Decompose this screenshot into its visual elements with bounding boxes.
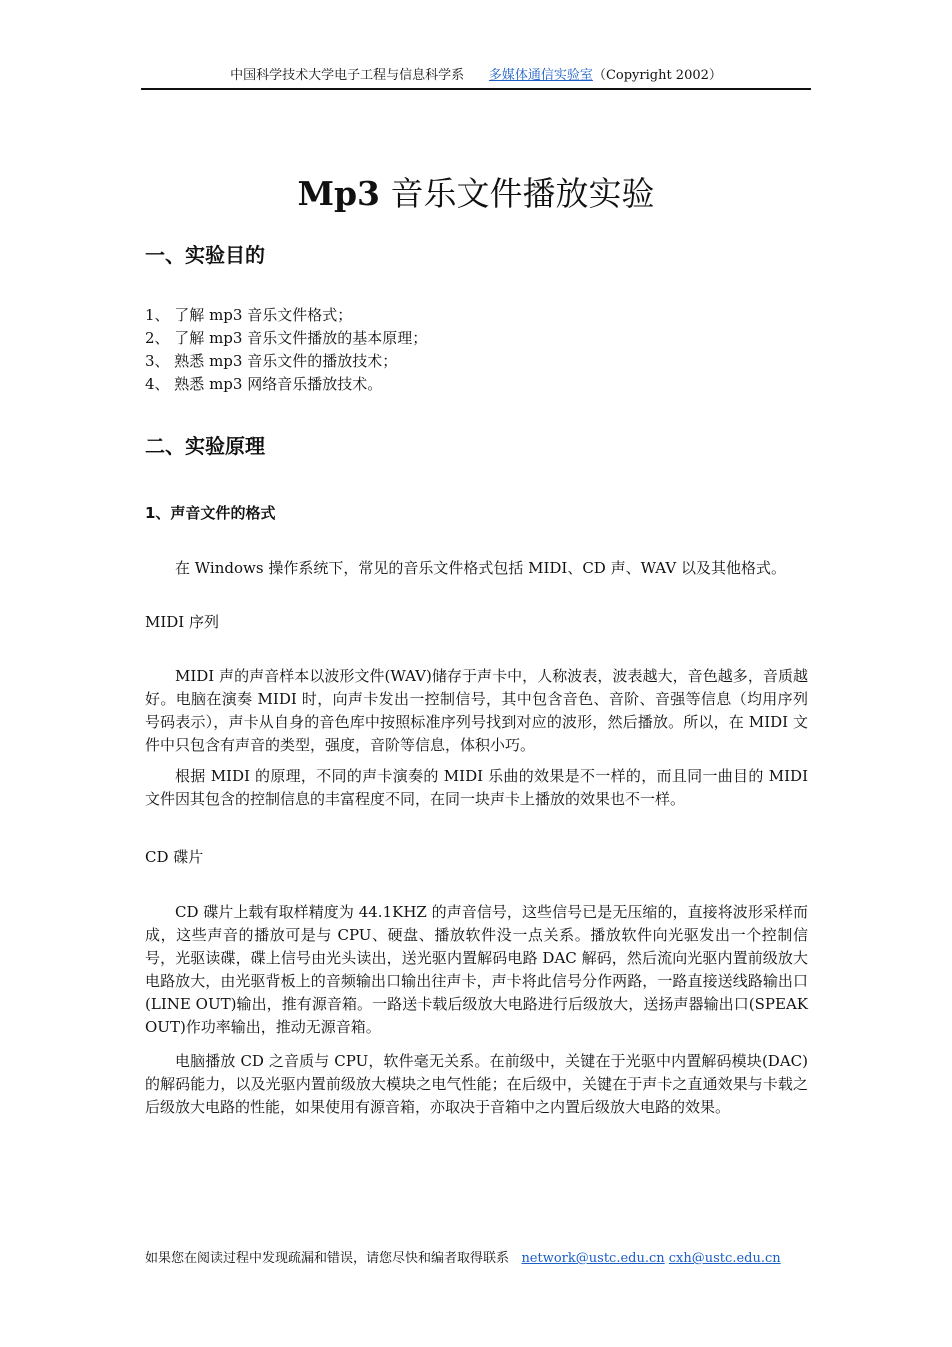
section-heading-purpose: 一、实验目的 [145, 243, 265, 267]
cd-label: CD 碟片 [145, 848, 204, 866]
page-header [141, 66, 811, 86]
purpose-list [145, 304, 805, 396]
subsection-heading-formats: 1、声音文件的格式 [145, 504, 276, 522]
list-item: 3、 熟悉 mp3 音乐文件的播放技术； [145, 352, 398, 370]
header-institution: 中国科学技术大学电子工程与信息科学系 [230, 68, 465, 83]
page-title [141, 170, 811, 218]
title-rest: 音乐文件播放实验 [380, 174, 655, 214]
title-mp3: Mp3 [297, 174, 381, 214]
list-item: 1、 了解 mp3 音乐文件格式； [145, 306, 353, 324]
section-heading-principle: 二、实验原理 [145, 434, 265, 458]
cd-paragraph-1: CD 碟片上载有取样精度为 44.1KHZ 的声音信号，这些信号已是无压缩的，直接将波形采样而成，这些声音的播放可是与 CPU、硬盘、播放软件没一点关系。播放软件向光驱发出一个控制信号，光驱读碟，碟上信号由光头读出，送光驱内置解码电路 DAC 解码，然后流向光驱内置前级放大电路放大，由光驱背板上的音频输出口输出往声卡，声卡将此信号分作两路，一路直接送线路输出口(LINE OUT)输出，推有源音箱。一路送卡载后级放大电路进行后级放大，送扬声器输出口(SPEAK OUT)作功率输出，推动无源音箱。 [145, 903, 808, 1036]
midi-label: MIDI 序列 [145, 613, 220, 631]
header-copyright: （Copyright 2002） [592, 68, 722, 83]
midi-paragraph-1: MIDI 声的声音样本以波形文件(WAV)储存于声卡中，人称波表，波表越大，音色越多，音质越好。电脑在演奏 MIDI 时，向声卡发出一控制信号，其中包含音色、音阶、音强等信息（均用序列号码表示），声卡从自身的音色库中按照标准序列号找到对应的波形，然后播放。所以，在 MIDI 文件中只包含有声音的类型，强度，音阶等信息，体积小巧。 [145, 667, 808, 754]
footer-email-cxh[interactable]: cxh@ustc.edu.cn [668, 1251, 781, 1266]
list-item: 2、 了解 mp3 音乐文件播放的基本原理； [145, 329, 428, 347]
header-divider [141, 88, 811, 90]
footer-text: 如果您在阅读过程中发现疏漏和错误，请您尽快和编者取得联系 [145, 1251, 510, 1266]
header-lab-link[interactable]: 多媒体通信实验室 [488, 68, 593, 83]
midi-paragraph-2: 根据 MIDI 的原理，不同的声卡演奏的 MIDI 乐曲的效果是不一样的，而且同一曲目的 MIDI 文件因其包含的控制信息的丰富程度不同，在同一块声卡上播放的效果也不一样。 [145, 767, 808, 808]
footer-email-network[interactable]: network@ustc.edu.cn [521, 1251, 665, 1266]
list-item: 4、 熟悉 mp3 网络音乐播放技术。 [145, 375, 383, 393]
cd-paragraph-2: 电脑播放 CD 之音质与 CPU，软件毫无关系。在前级中，关键在于光驱中内置解码模块(DAC)的解码能力，以及光驱内置前级放大模块之电气性能；在后级中，关键在于声卡之直通效果与卡载之后级放大电路的性能，如果使用有源音箱，亦取决于音箱中之内置后级放大电路的效果。 [145, 1052, 808, 1116]
formats-intro-paragraph: 在 Windows 操作系统下，常见的音乐文件格式包括 MIDI、CD 声、WAV 以及其他格式。 [175, 559, 786, 577]
page-footer [145, 1249, 825, 1269]
